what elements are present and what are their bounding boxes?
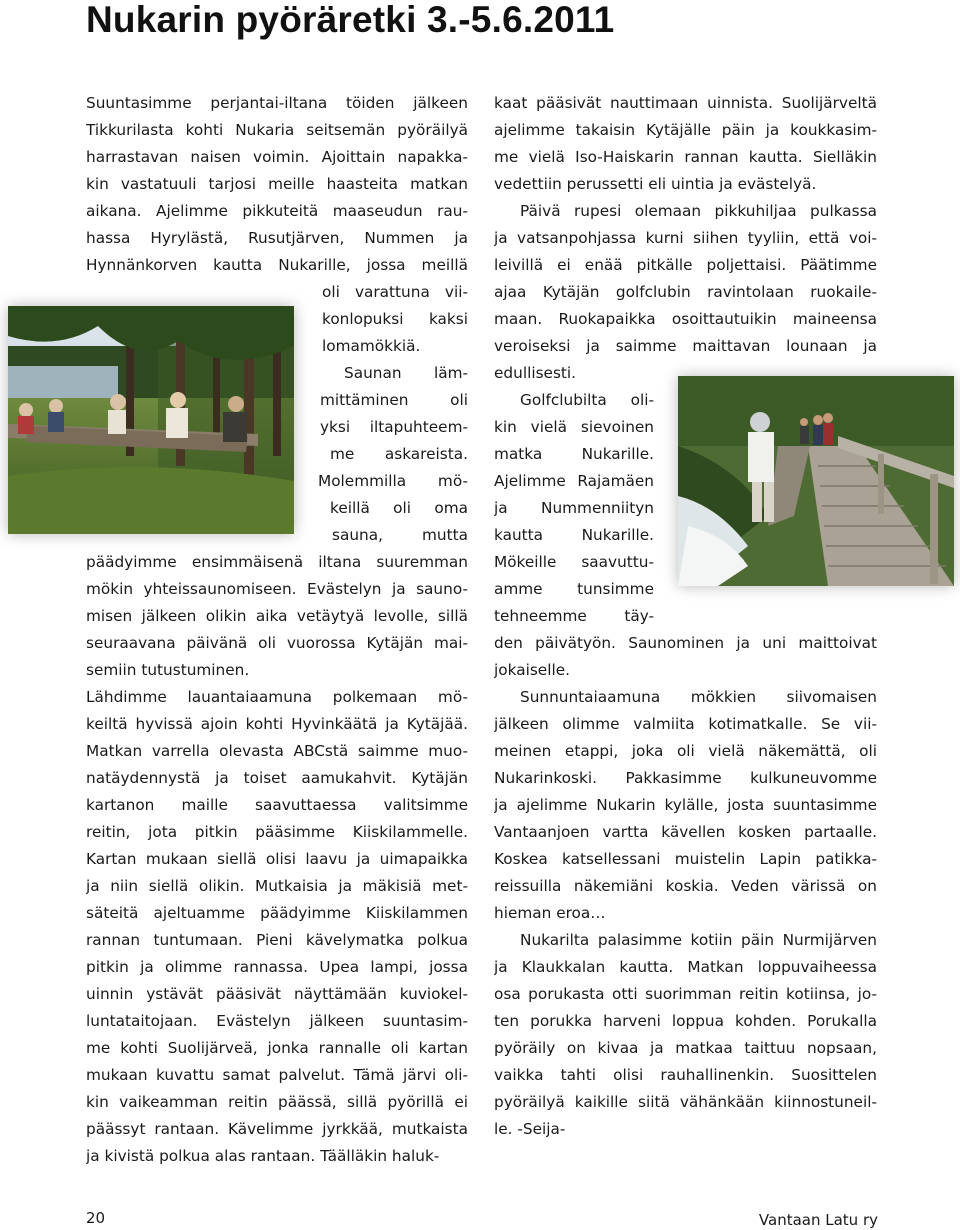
left-text-line: hassa Hyrylästä, Rusutjärven, Nummen ja xyxy=(86,229,468,247)
left-text-line: luntataitojaan. Evästelyn jälkeen suuntasim- xyxy=(86,1012,468,1030)
left-text-line: päädyimme ensimmäisenä iltana suuremman xyxy=(86,553,468,571)
left-text-line: yksi iltapuhteem- xyxy=(320,418,468,436)
right-text-line: Koskea katsellessani muistelin Lapin patikka- xyxy=(494,850,877,868)
right-text-line: Ajelimme Rajamäen xyxy=(494,472,654,490)
right-text-line: Mökeille saavuttu- xyxy=(494,553,654,571)
left-text-line: ja niin siellä olikin. Mutkaisia ja mäkisiä met- xyxy=(86,877,468,895)
right-text-line: hieman eroa… xyxy=(494,904,606,922)
right-text-line: Vantaanjoen vartta kävellen kosken partaalle. xyxy=(494,823,877,841)
right-text-line: vedettiin perussetti eli uintia ja evästelyä. xyxy=(494,175,817,193)
right-text-line: jälkeen olimme valmiita kotimatkalle. Se vii- xyxy=(494,715,877,733)
publisher-name: Vantaan Latu ry xyxy=(758,1211,878,1229)
left-text-line: Hynnänkorven kautta Nukarille, jossa meillä xyxy=(86,256,468,274)
right-text-line: ten porukka harveni loppua kohden. Porukalla xyxy=(494,1012,877,1030)
lakeside-picture xyxy=(8,306,294,534)
right-text-line: edullisesti. xyxy=(494,364,577,382)
left-text-line: rannan tuntumaan. Pieni kävelymatka polkua xyxy=(86,931,468,949)
left-text-line: misen jälkeen olikin aika vetäytyä levolle, sillä xyxy=(86,607,468,625)
left-text-line: Matkan varrella olevasta ABCstä saimme muo- xyxy=(86,742,468,760)
right-text-line: Golfclubilta oli- xyxy=(520,391,654,409)
right-text-line: tehneemme täy- xyxy=(494,607,654,625)
left-text-line: mökin yhteissaunomiseen. Evästelyn ja sauno- xyxy=(86,580,468,598)
right-text-line: Nukarinkoski. Pakkasimme kulkuneuvomme xyxy=(494,769,877,787)
left-text-line: seuraavana päivänä oli vuorossa Kytäjän mai- xyxy=(86,634,468,652)
right-text-line: ajelimme takaisin Kytäjälle päin ja koukkasim- xyxy=(494,121,877,139)
left-text-line: kin vastatuuli tarjosi meille haasteita matkan xyxy=(86,175,468,193)
right-text-line: matka Nukarille. xyxy=(494,445,654,463)
article-title: Nukarin pyöräretki 3.-5.6.2011 xyxy=(86,0,615,40)
left-text-line: Molemmilla mö- xyxy=(318,472,468,490)
left-text-line: Saunan läm- xyxy=(344,364,468,382)
left-text-line: aikana. Ajelimme pikkuteitä maaseudun rau- xyxy=(86,202,468,220)
right-text-line: le. -Seija- xyxy=(494,1120,566,1138)
left-text-line: natäydennystä ja toiset aamukahvit. Kytäjän xyxy=(86,769,468,787)
left-text-line: mukaan kuvattu samat palvelut. Tämä järvi oli- xyxy=(86,1066,468,1084)
right-text-line: den päivätyön. Saunominen ja uni maittoivat xyxy=(494,634,877,652)
left-text-line: harrastavan naisen voimin. Ajoittain napakka- xyxy=(86,148,468,166)
right-text-line: pyöräily on kivaa ja matkaa taittuu nopsaan, xyxy=(494,1039,877,1057)
right-text-line: ajaa Kytäjän golfclubin ravintolaan ruokaile- xyxy=(494,283,877,301)
left-text-line: kin vaikeamman reitin päässä, sillä pyörillä ei xyxy=(86,1093,468,1111)
left-text-line: keillä oli oma xyxy=(330,499,468,517)
left-text-line: päässyt rantaan. Kävelimme jyrkkää, mutkaista xyxy=(86,1120,468,1138)
right-text-line: maan. Ruokapaikka osoittautuikin maineensa xyxy=(494,310,877,328)
right-text-line: kaat pääsivät nauttimaan uinnista. Suolijärveltä xyxy=(494,94,877,112)
right-text-line: me vielä Iso-Haiskarin rannan kautta. Sielläkin xyxy=(494,148,877,166)
right-text-line: Sunnuntaiaamuna mökkien siivomaisen xyxy=(520,688,877,706)
page-number: 20 xyxy=(86,1209,106,1227)
left-text-line: sauna, mutta xyxy=(332,526,468,544)
right-text-line: kin vielä sievoinen xyxy=(494,418,654,436)
right-text-line: vaikka tahti olisi rauhallinenkin. Suosittelen xyxy=(494,1066,877,1084)
right-text-line: reissuilla näkemiäni koskia. Veden värissä on xyxy=(494,877,877,895)
left-text-line: me kohti Suolijärveä, jonka rannalle oli kartan xyxy=(86,1039,468,1057)
left-text-line: pitkin ja olimme rannassa. Upea lampi, jossa xyxy=(86,958,468,976)
bridge-picture xyxy=(678,376,954,586)
right-text-line: meinen etappi, joka oli vielä näkemättä, oli xyxy=(494,742,877,760)
left-text-line: Tikkurilasta kohti Nukaria seitsemän pyöräilyä xyxy=(86,121,468,139)
right-text-line: ja ajelimme Nukarin kylälle, josta suuntasimme xyxy=(494,796,877,814)
right-text-line: amme tunsimme xyxy=(494,580,654,598)
right-text-line: jokaiselle. xyxy=(494,661,570,679)
right-text-line: Päivä rupesi olemaan pikkuhiljaa pulkassa xyxy=(520,202,877,220)
right-text-line: ja Nummenniityn xyxy=(494,499,654,517)
left-text-line: kartanon maille saavuttaessa valitsimme xyxy=(86,796,468,814)
left-text-line: Suuntasimme perjantai-iltana töiden jälkeen xyxy=(86,94,468,112)
photo-lakeside-rest xyxy=(8,306,294,534)
left-text-line: oli varattuna vii- xyxy=(322,283,468,301)
left-text-line: lomamökkiä. xyxy=(322,337,421,355)
right-text-line: ja Klaukkalan kautta. Matkan loppuvaiheessa xyxy=(494,958,877,976)
left-text-line: ja kivistä polkua alas rantaan. Täälläkin haluk- xyxy=(86,1147,440,1165)
right-text-line: Nukarilta palasimme kotiin päin Nurmijärven xyxy=(520,931,877,949)
right-text-line: ja vatsanpohjassa kurni siihen tyyliin, että voi- xyxy=(494,229,877,247)
right-text-line: veroiseksi ja saimme maittavan lounaan ja xyxy=(494,337,877,355)
left-text-line: Lähdimme lauantaiaamuna polkemaan mö- xyxy=(86,688,468,706)
right-text-line: leivillä ei enää pitkälle poljettaisi. Päätimme xyxy=(494,256,877,274)
left-text-line: me askareista. xyxy=(330,445,468,463)
right-text-line: pyöräilyä kaikille siitä vähänkään kiinnostuneil- xyxy=(494,1093,877,1111)
left-text-line: keiltä hyvissä ajoin kohti Hyvinkäätä ja Kytäjää. xyxy=(86,715,468,733)
left-text-line: Kartan mukaan siellä olisi laavu ja uimapaikka xyxy=(86,850,468,868)
photo-bridge-cyclists xyxy=(678,376,954,586)
left-text-line: mittäminen oli xyxy=(320,391,468,409)
left-text-line: konlopuksi kaksi xyxy=(322,310,468,328)
left-text-line: semiin tutustuminen. xyxy=(86,661,250,679)
left-text-line: uinnin ystävät pääsivät näyttämään kuviokel- xyxy=(86,985,468,1003)
right-text-line: kautta Nukarille. xyxy=(494,526,654,544)
left-text-line: reitin, jota pitkin pääsimme Kiiskilammelle. xyxy=(86,823,468,841)
left-text-line: säteitä ajeltuamme päädyimme Kiiskilammen xyxy=(86,904,468,922)
right-text-line: osa porukasta otti suorimman reitin kotiinsa, jo- xyxy=(494,985,877,1003)
